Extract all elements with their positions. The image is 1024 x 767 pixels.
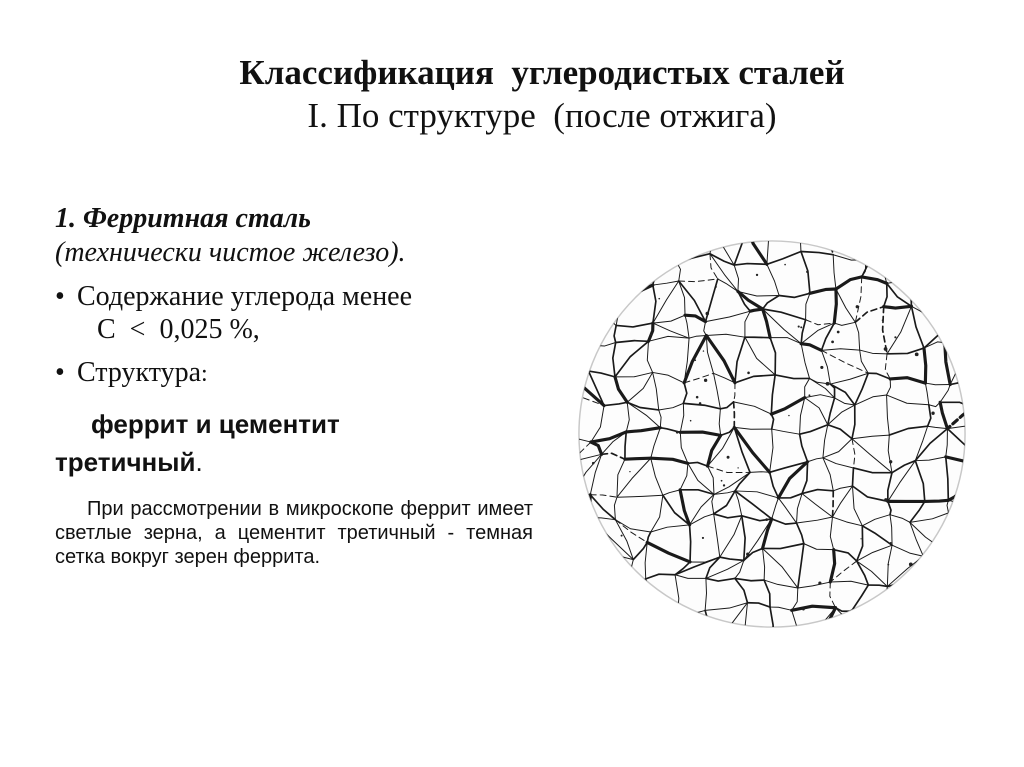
structure-name-line1: феррит и цементит (91, 409, 340, 439)
slide-subtitle: I. По структуре (после отжига) (307, 96, 777, 135)
steel-type-heading: 1. Ферритная сталь (55, 203, 311, 234)
slide-title-block (60, 52, 1024, 138)
structure-name (55, 405, 533, 481)
bullet-structure (55, 356, 533, 391)
bullet-icon: • (55, 357, 65, 388)
ferrite-micrograph-image (575, 237, 969, 631)
structure-name-line2: третичный (55, 447, 196, 477)
structure-colon: : (201, 361, 208, 387)
description-paragraph: При рассмотрении в микроскопе феррит имеет светлые зерна, а цементит третичный - темная сетка вокруг зерен феррита. (55, 498, 533, 568)
bullet-carbon-content (55, 280, 533, 346)
carbon-content-label: Содержание углерода менее (77, 281, 413, 312)
bullet-icon: • (55, 281, 65, 312)
slide-title: Классификация углеродистых сталей (239, 53, 845, 92)
structure-label: Структура (77, 357, 202, 388)
content-column (55, 202, 533, 569)
carbon-content-value: С < 0,025 %, (97, 314, 260, 345)
structure-name-period: . (195, 447, 203, 477)
steel-type-subheading: (технически чистое железо). (55, 237, 406, 268)
